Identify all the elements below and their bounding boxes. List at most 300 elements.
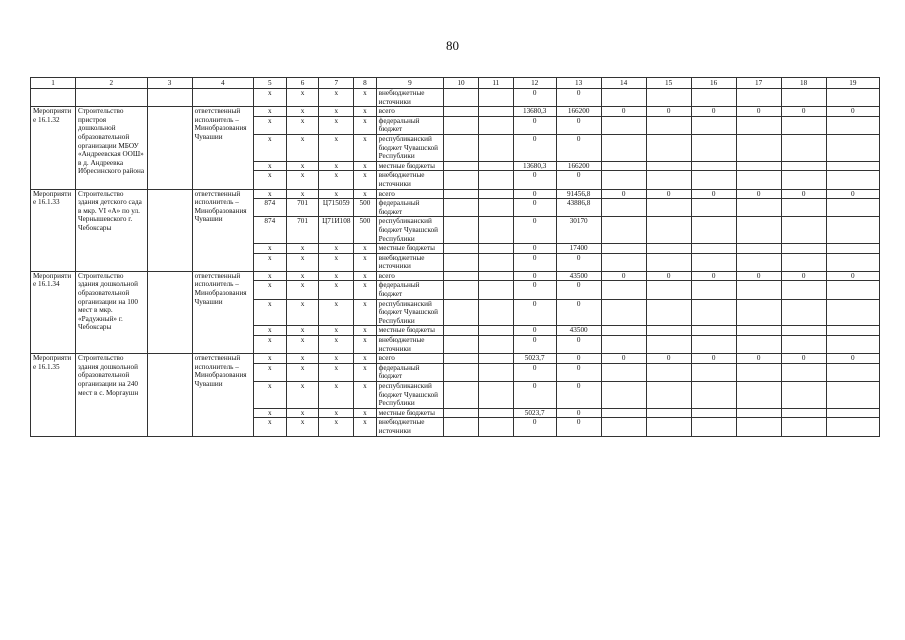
table-cell: x	[253, 107, 286, 117]
funding-source-cell: местные бюджеты	[376, 408, 444, 418]
table-cell	[147, 189, 192, 271]
table-cell: 0	[601, 189, 646, 199]
table-cell	[444, 253, 479, 271]
table-cell: 0	[736, 354, 781, 364]
funding-source-cell: внебюджетные источники	[376, 89, 444, 107]
header-cell: 10	[444, 78, 479, 89]
table-row	[31, 354, 880, 364]
table-cell	[691, 199, 736, 217]
table-cell	[736, 253, 781, 271]
table-cell	[826, 299, 879, 326]
funding-source-cell: федеральный бюджет	[376, 281, 444, 299]
table-cell	[736, 382, 781, 409]
table-cell	[147, 271, 192, 353]
table-cell: x	[286, 418, 319, 436]
table-cell: x	[354, 281, 377, 299]
table-cell: x	[286, 107, 319, 117]
table-cell: x	[253, 253, 286, 271]
table-cell	[781, 134, 826, 161]
table-cell: x	[286, 189, 319, 199]
table-cell	[646, 408, 691, 418]
table-cell: 500	[354, 217, 377, 244]
table-cell: x	[319, 363, 354, 381]
table-cell	[444, 244, 479, 254]
table-cell	[646, 336, 691, 354]
table-cell: 0	[513, 253, 556, 271]
table-cell	[736, 199, 781, 217]
table-cell	[691, 171, 736, 189]
table-row	[31, 107, 880, 117]
table-cell	[646, 134, 691, 161]
table-cell	[826, 244, 879, 254]
table-cell: x	[354, 326, 377, 336]
table-cell: x	[354, 171, 377, 189]
table-cell: 5023,7	[513, 354, 556, 364]
funding-source-cell: всего	[376, 107, 444, 117]
table-cell	[781, 199, 826, 217]
table-cell: 0	[513, 244, 556, 254]
table-cell	[691, 253, 736, 271]
funding-source-cell: местные бюджеты	[376, 244, 444, 254]
table-cell	[601, 161, 646, 171]
table-cell	[736, 299, 781, 326]
header-cell: 14	[601, 78, 646, 89]
budget-table	[30, 77, 880, 437]
table-cell	[826, 382, 879, 409]
table-cell	[478, 116, 513, 134]
table-cell	[826, 134, 879, 161]
table-cell	[444, 418, 479, 436]
table-row	[31, 271, 880, 281]
table-cell	[478, 382, 513, 409]
table-cell: x	[286, 281, 319, 299]
table-cell: 0	[556, 89, 601, 107]
table-cell	[736, 171, 781, 189]
header-cell: 12	[513, 78, 556, 89]
table-cell: x	[253, 281, 286, 299]
table-cell	[444, 354, 479, 364]
measure-name-cell	[76, 89, 148, 107]
table-cell	[736, 363, 781, 381]
table-cell	[826, 281, 879, 299]
table-cell: x	[253, 299, 286, 326]
table-cell: 0	[513, 299, 556, 326]
table-cell: x	[354, 299, 377, 326]
header-cell: 13	[556, 78, 601, 89]
table-cell	[781, 217, 826, 244]
table-cell: 0	[691, 189, 736, 199]
header-cell: 9	[376, 78, 444, 89]
table-cell: x	[319, 299, 354, 326]
table-cell	[646, 299, 691, 326]
page-number: 80	[446, 38, 459, 53]
header-cell: 19	[826, 78, 879, 89]
table-cell	[781, 171, 826, 189]
table-cell: Ц715059	[319, 199, 354, 217]
table-cell: x	[253, 336, 286, 354]
table-cell: x	[354, 89, 377, 107]
table-cell: x	[354, 408, 377, 418]
table-cell: 0	[556, 116, 601, 134]
table-cell: x	[319, 336, 354, 354]
table-cell: 43500	[556, 271, 601, 281]
table-cell: 0	[826, 271, 879, 281]
measure-cell: Мероприятие 16.1.35	[31, 354, 76, 436]
table-cell	[601, 89, 646, 107]
table-cell	[444, 281, 479, 299]
table-cell: 0	[556, 408, 601, 418]
table-cell	[691, 363, 736, 381]
table-cell	[826, 336, 879, 354]
table-cell: 0	[513, 189, 556, 199]
table-cell	[826, 161, 879, 171]
table-cell	[601, 244, 646, 254]
table-cell: 0	[556, 354, 601, 364]
table-cell: x	[286, 354, 319, 364]
table-cell: x	[286, 299, 319, 326]
table-cell: x	[319, 116, 354, 134]
measure-cell: Мероприятие 16.1.32	[31, 107, 76, 189]
table-cell	[478, 217, 513, 244]
measure-name-cell: Строительство здания дошкольной образовательной организации на 240 мест в с. Моргаушн	[76, 354, 148, 436]
header-cell: 8	[354, 78, 377, 89]
table-cell: x	[253, 134, 286, 161]
table-cell: x	[286, 89, 319, 107]
table-cell	[691, 382, 736, 409]
measure-cell	[31, 89, 76, 107]
table-cell: 0	[781, 271, 826, 281]
measure-name-cell: Строительство здания детского сада в мкр. VI «А» по ул. Чернышевского г. Чебоксары	[76, 189, 148, 271]
table-cell: x	[319, 408, 354, 418]
table-cell: x	[319, 134, 354, 161]
table-cell: 500	[354, 199, 377, 217]
table-cell	[646, 199, 691, 217]
table-row	[31, 89, 880, 107]
table-cell: 0	[513, 89, 556, 107]
table-cell: 0	[781, 354, 826, 364]
table-cell: x	[286, 134, 319, 161]
table-cell	[736, 336, 781, 354]
table-cell	[444, 116, 479, 134]
table-cell: 43886,8	[556, 199, 601, 217]
table-cell	[478, 171, 513, 189]
table-cell: x	[286, 171, 319, 189]
table-cell: x	[354, 336, 377, 354]
table-cell	[736, 134, 781, 161]
executor-cell	[192, 89, 253, 107]
table-cell	[601, 253, 646, 271]
header-cell: 18	[781, 78, 826, 89]
table-cell	[781, 281, 826, 299]
table-cell	[444, 217, 479, 244]
table-cell	[826, 326, 879, 336]
table-cell	[826, 253, 879, 271]
table-cell: 0	[513, 199, 556, 217]
funding-source-cell: федеральный бюджет	[376, 363, 444, 381]
table-cell	[601, 116, 646, 134]
table-cell	[781, 161, 826, 171]
funding-source-cell: республиканский бюджет Чувашской Республики	[376, 299, 444, 326]
table-cell	[444, 271, 479, 281]
table-cell	[478, 89, 513, 107]
table-cell: 0	[826, 354, 879, 364]
table-cell	[691, 116, 736, 134]
table-cell	[601, 299, 646, 326]
table-cell	[478, 199, 513, 217]
table-cell: x	[354, 189, 377, 199]
funding-source-cell: федеральный бюджет	[376, 199, 444, 217]
table-cell: x	[319, 171, 354, 189]
table-cell: 13680,3	[513, 161, 556, 171]
table-cell: x	[319, 189, 354, 199]
table-cell	[478, 418, 513, 436]
table-cell	[444, 299, 479, 326]
table-cell: x	[354, 253, 377, 271]
funding-source-cell: республиканский бюджет Чувашской Республики	[376, 382, 444, 409]
table-cell: x	[253, 326, 286, 336]
table-cell: x	[286, 382, 319, 409]
table-cell	[478, 253, 513, 271]
table-cell: 0	[691, 107, 736, 117]
table-cell	[826, 363, 879, 381]
header-cell: 11	[478, 78, 513, 89]
table-cell	[444, 363, 479, 381]
table-cell: x	[354, 418, 377, 436]
funding-source-cell: республиканский бюджет Чувашской Республики	[376, 134, 444, 161]
table-cell: 0	[601, 107, 646, 117]
table-cell	[646, 116, 691, 134]
funding-source-cell: внебюджетные источники	[376, 418, 444, 436]
table-cell: 0	[513, 336, 556, 354]
table-cell	[691, 244, 736, 254]
table-cell: 0	[513, 326, 556, 336]
table-cell	[736, 217, 781, 244]
table-cell: 0	[691, 271, 736, 281]
table-cell: x	[319, 89, 354, 107]
table-cell	[826, 89, 879, 107]
table-cell	[444, 89, 479, 107]
executor-cell: ответственный исполнитель – Минобразования Чувашии	[192, 107, 253, 189]
table-cell: 0	[781, 107, 826, 117]
table-cell	[826, 116, 879, 134]
table-cell: x	[354, 382, 377, 409]
table-cell: 0	[556, 382, 601, 409]
header-cell: 17	[736, 78, 781, 89]
table-cell: x	[253, 171, 286, 189]
table-cell	[147, 107, 192, 189]
table-cell: 0	[556, 134, 601, 161]
table-cell	[781, 253, 826, 271]
table-cell: 701	[286, 199, 319, 217]
table-cell	[478, 326, 513, 336]
table-cell	[601, 199, 646, 217]
table-cell: 0	[736, 107, 781, 117]
measure-name-cell: Строительство здания дошкольной образовательной организации на 100 мест в мкр. «Радужный» г. Чебоксары	[76, 271, 148, 353]
table-cell: x	[286, 116, 319, 134]
table-cell	[147, 89, 192, 107]
table-cell: x	[253, 408, 286, 418]
table-row	[31, 189, 880, 199]
table-cell: x	[319, 326, 354, 336]
table-cell	[478, 189, 513, 199]
table-cell	[478, 134, 513, 161]
table-cell: 0	[513, 382, 556, 409]
table-cell	[444, 161, 479, 171]
table-cell	[478, 271, 513, 281]
table-cell	[444, 382, 479, 409]
table-cell	[691, 299, 736, 326]
table-cell	[444, 171, 479, 189]
table-cell	[478, 363, 513, 381]
table-cell	[691, 336, 736, 354]
table-cell: Ц71И108	[319, 217, 354, 244]
table-cell: x	[286, 244, 319, 254]
table-cell: x	[253, 161, 286, 171]
table-cell	[444, 107, 479, 117]
funding-source-cell: внебюджетные источники	[376, 336, 444, 354]
table-cell: 0	[646, 189, 691, 199]
table-cell: x	[253, 354, 286, 364]
table-cell	[601, 281, 646, 299]
table-cell	[646, 281, 691, 299]
table-cell: x	[286, 271, 319, 281]
header-cell: 2	[76, 78, 148, 89]
table-cell	[478, 161, 513, 171]
table-cell	[646, 326, 691, 336]
table-cell	[444, 199, 479, 217]
measure-cell: Мероприятие 16.1.33	[31, 189, 76, 271]
table-cell	[736, 408, 781, 418]
table-cell: 0	[781, 189, 826, 199]
table-cell: 0	[556, 253, 601, 271]
table-cell: 0	[513, 281, 556, 299]
funding-source-cell: всего	[376, 271, 444, 281]
table-cell	[478, 107, 513, 117]
table-cell: 701	[286, 217, 319, 244]
table-cell	[691, 89, 736, 107]
table-cell	[781, 408, 826, 418]
table-cell	[826, 199, 879, 217]
table-cell	[736, 281, 781, 299]
table-cell	[646, 382, 691, 409]
table-cell: x	[286, 161, 319, 171]
table-cell	[781, 382, 826, 409]
table-cell	[478, 281, 513, 299]
table-cell: x	[286, 363, 319, 381]
table-cell: 17400	[556, 244, 601, 254]
table-cell: 0	[556, 363, 601, 381]
funding-source-cell: федеральный бюджет	[376, 116, 444, 134]
table-cell	[691, 326, 736, 336]
funding-source-cell: местные бюджеты	[376, 161, 444, 171]
table-cell: x	[354, 134, 377, 161]
table-cell	[646, 217, 691, 244]
header-cell: 7	[319, 78, 354, 89]
table-cell: 0	[556, 281, 601, 299]
table-cell: x	[319, 271, 354, 281]
executor-cell: ответственный исполнитель – Минобразования Чувашии	[192, 271, 253, 353]
table-cell	[601, 418, 646, 436]
table-cell: 0	[556, 418, 601, 436]
table-cell	[601, 134, 646, 161]
table-cell	[646, 89, 691, 107]
table-cell	[691, 408, 736, 418]
table-cell	[444, 408, 479, 418]
table-cell	[601, 326, 646, 336]
table-cell	[601, 171, 646, 189]
table-cell	[826, 408, 879, 418]
table-cell: 0	[513, 217, 556, 244]
table-cell	[781, 244, 826, 254]
table-cell: 0	[736, 271, 781, 281]
table-cell	[826, 171, 879, 189]
table-cell: 0	[513, 271, 556, 281]
table-cell	[781, 336, 826, 354]
table-cell	[826, 418, 879, 436]
table-cell: 0	[646, 271, 691, 281]
table-cell	[736, 244, 781, 254]
table-cell: x	[319, 382, 354, 409]
table-cell	[601, 363, 646, 381]
table-cell	[691, 281, 736, 299]
table-cell	[736, 116, 781, 134]
table-cell	[781, 418, 826, 436]
table-cell: 0	[513, 134, 556, 161]
table-cell	[646, 363, 691, 381]
funding-source-cell: республиканский бюджет Чувашской Республики	[376, 217, 444, 244]
table-cell: 0	[513, 363, 556, 381]
table-cell: x	[253, 244, 286, 254]
table-cell	[601, 217, 646, 244]
table-cell: x	[286, 326, 319, 336]
table-cell: x	[286, 336, 319, 354]
table-cell	[646, 244, 691, 254]
table-cell	[781, 89, 826, 107]
funding-source-cell: всего	[376, 189, 444, 199]
table-cell	[147, 354, 192, 436]
table-cell: x	[319, 418, 354, 436]
table-cell: 0	[556, 299, 601, 326]
table-cell: 0	[826, 107, 879, 117]
table-cell	[646, 253, 691, 271]
table-cell	[646, 171, 691, 189]
table-cell	[646, 418, 691, 436]
table-cell	[601, 408, 646, 418]
header-cell: 16	[691, 78, 736, 89]
table-cell	[444, 189, 479, 199]
table-cell: 43500	[556, 326, 601, 336]
table-cell: x	[253, 382, 286, 409]
table-cell	[781, 326, 826, 336]
table-cell: 166200	[556, 107, 601, 117]
table-cell: 0	[601, 271, 646, 281]
table-cell	[736, 326, 781, 336]
header-cell: 5	[253, 78, 286, 89]
table-cell	[444, 134, 479, 161]
table-cell	[691, 134, 736, 161]
table-cell: 166200	[556, 161, 601, 171]
header-row	[31, 78, 880, 89]
table-cell	[478, 408, 513, 418]
table-cell: x	[354, 354, 377, 364]
table-cell: x	[354, 244, 377, 254]
table-cell: 0	[513, 116, 556, 134]
table-cell	[781, 363, 826, 381]
table-cell: x	[319, 281, 354, 299]
funding-source-cell: внебюджетные источники	[376, 253, 444, 271]
funding-source-cell: внебюджетные источники	[376, 171, 444, 189]
table-cell: 0	[736, 189, 781, 199]
